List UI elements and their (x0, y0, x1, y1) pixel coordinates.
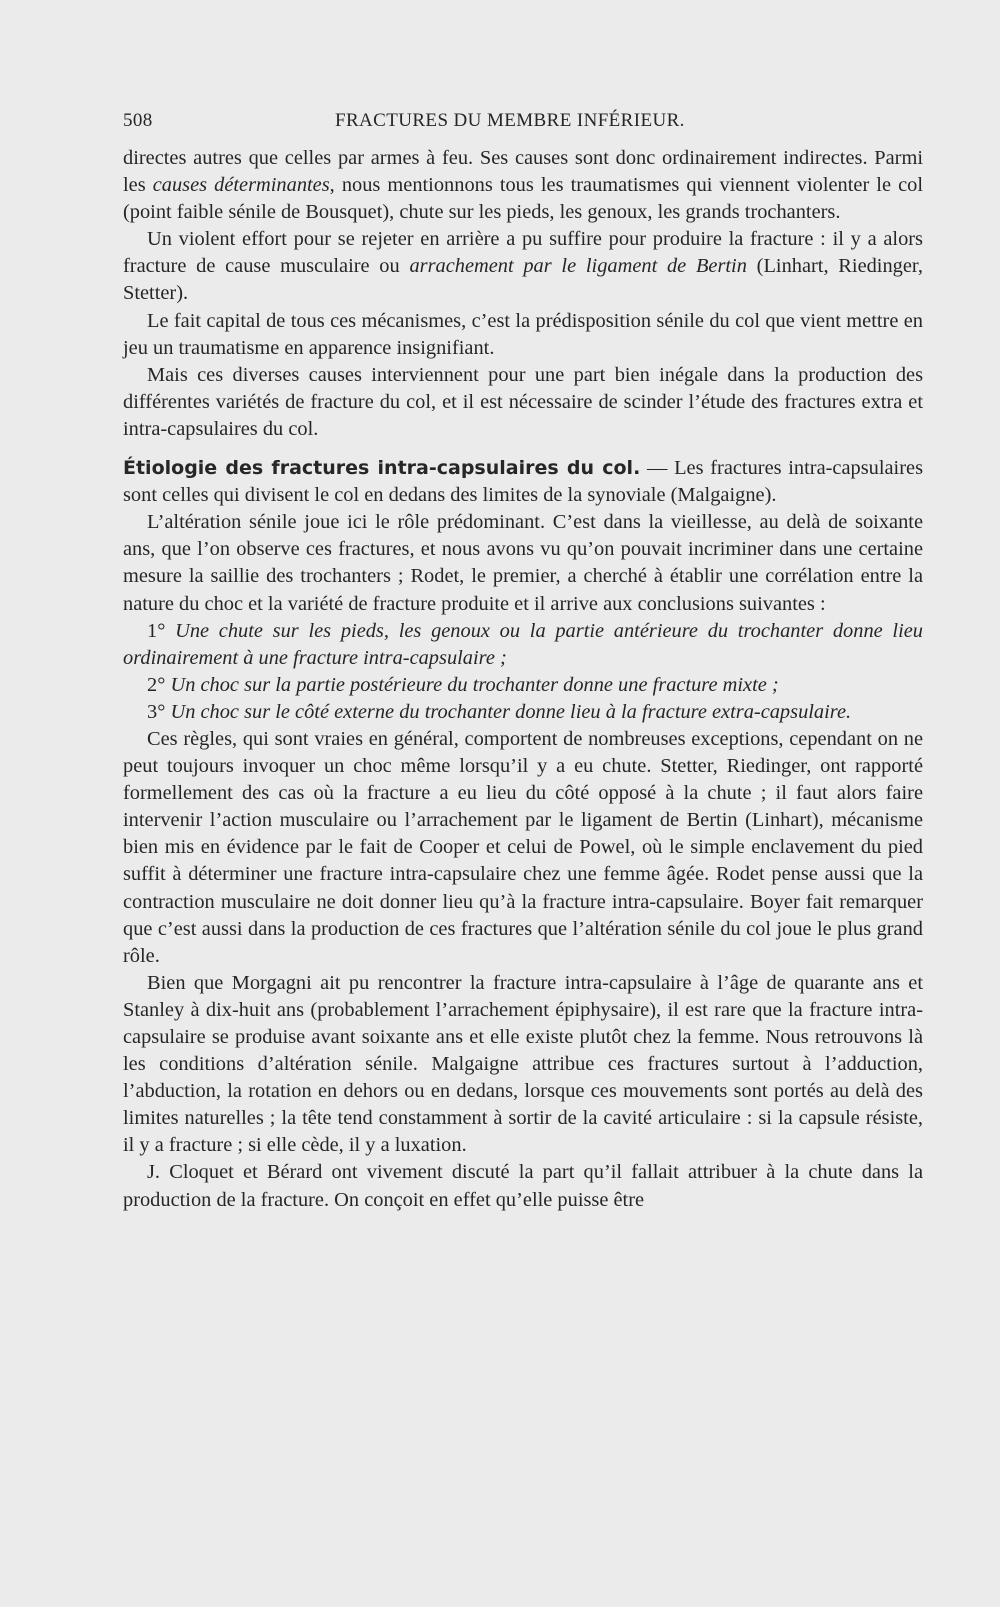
italic-run: causes déterminantes (152, 174, 330, 197)
paragraph: Mais ces diverses causes interviennent pour une part bien inégale dans la production des différentes variétés de fracture du col, et il est nécessaire de scinder l’étude des fractures extra et intra-capsulaires du col. (123, 363, 923, 440)
paragraph-continued (123, 145, 923, 226)
rule-item (123, 699, 923, 726)
rule-item (123, 618, 923, 672)
section-heading: Étiologie des fractures intra-capsulaires du col. (123, 457, 641, 480)
paragraph: L’altération sénile joue ici le rôle prédominant. C’est dans la vieillesse, au delà de soixante ans, que l’on observe ces fractures, et nous avons vu qu’on pouvait incriminer dans une certaine mesure la saillie des trochanters ; Rodet, le premier, a cherché à établir une corrélation entre la nature du choc et la variété de fracture produite et il arrive aux conclusions suivantes : (123, 511, 923, 615)
rule-number: 1° (147, 619, 166, 642)
italic-run: arrachement par le ligament de Bertin (409, 255, 747, 278)
page-number: 508 (123, 110, 153, 131)
text-run: — Les fractures intra-capsulaires sont celles qui divisent le col en dedans des limites de la synoviale (Malgaigne). (123, 457, 923, 507)
section-paragraph (123, 455, 923, 509)
text-run: , nous mentionnons tous les traumatismes qui viennent violenter le col (point faible sénile de Bousquet), chute sur les pieds, les genoux, les grands trochanters. (123, 174, 923, 224)
paragraph: Le fait capital de tous ces mécanismes, c’est la prédisposition sénile du col que vient mettre en jeu un traumatisme en apparence insignifiant. (123, 309, 923, 359)
paragraph: Ces règles, qui sont vraies en général, comportent de nombreuses exceptions, cependant on ne peut toujours invoquer un choc même lorsqu’il y a eu chute. Stetter, Riedinger, ont rapporté formellement des cas où la fracture a eu lieu du côté opposé à la chute ; il faut alors faire intervenir l’action musculaire ou l’arrachement par le ligament de Bertin (Linhart), mécanisme bien mis en évidence par le fait de Cooper et celui de Powel, où le simple enclavement du pied suffit à déterminer une fracture intra-capsulaire chez une femme âgée. Rodet pense aussi que la contraction musculaire ne doit donner lieu qu’à la fracture intra-capsulaire. Boyer fait remarquer que c’est aussi dans la production de ces fractures que l’altération sénile du col joue le plus grand rôle. (123, 727, 923, 967)
rule-text: Une chute sur les pieds, les genoux ou la partie antérieure du trochanter donne lieu ordinairement à une fracture intra-capsulaire ; (123, 619, 923, 669)
rule-text: Un choc sur le côté externe du trochanter donne lieu à la fracture extra-capsulaire. (170, 700, 852, 723)
rule-number: 2° (147, 673, 166, 696)
rule-item (123, 672, 923, 699)
body-text (123, 145, 923, 1214)
text-run: (Linhart, Riedinger, Stetter). (123, 255, 923, 305)
running-header (123, 110, 713, 140)
paragraph: Bien que Morgagni ait pu rencontrer la fracture intra-capsulaire à l’âge de quarante ans et Stanley à dix-huit ans (probablement l’arrachement épiphysaire), il est rare que la fracture intra-capsulaire se produise avant soixante ans et elle existe plutôt chez la femme. Nous retrouvons là les conditions d’altération sénile. Malgaigne attribue ces fractures surtout à l’adduction, l’abduction, la rotation en dehors ou en dedans, lorsque ces mouvements sont portés au delà des limites naturelles ; la tête tend constamment à sortir de la cavité articulaire : si la capsule résiste, il y a fracture ; si elle cède, il y a luxation. (123, 971, 923, 1157)
rule-text: Un choc sur la partie postérieure du trochanter donne une fracture mixte ; (170, 673, 779, 696)
running-title: FRACTURES DU MEMBRE INFÉRIEUR. (335, 110, 685, 131)
paragraph: J. Cloquet et Bérard ont vivement discuté la part qu’il fallait attribuer à la chute dans la production de la fracture. On conçoit en effet qu’elle puisse être (123, 1161, 923, 1211)
paragraph (123, 226, 923, 307)
rule-number: 3° (147, 700, 166, 723)
text-run: directes autres que celles par armes à feu. Ses causes sont donc ordinairement indirectes. Parmi les (123, 147, 923, 197)
text-run: Un violent effort pour se rejeter en arrière a pu suffire pour produire la fracture : il y a alors fracture de cause musculaire ou (123, 228, 923, 278)
